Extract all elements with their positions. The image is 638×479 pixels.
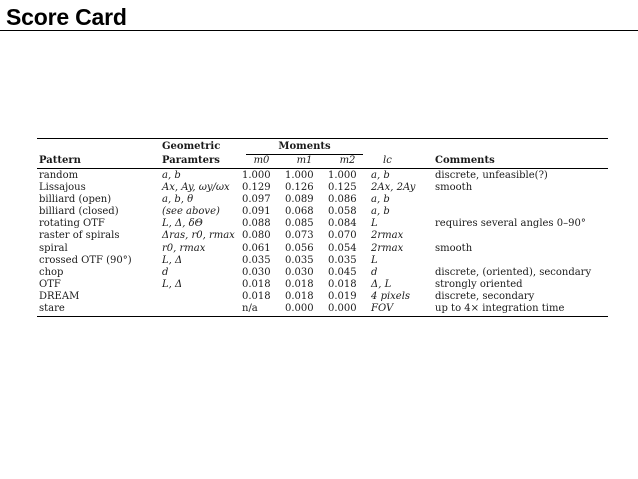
cell-parameters: L, Δ bbox=[162, 254, 183, 266]
header-m2 bbox=[326, 155, 369, 169]
cell-pattern: stare bbox=[39, 303, 65, 315]
cell-lc: FOV bbox=[371, 303, 394, 315]
cell-parameters: a, b, θ bbox=[162, 194, 194, 206]
cell-m2: 1.000 bbox=[328, 170, 357, 181]
cell-lc: L bbox=[371, 254, 378, 266]
table-row bbox=[37, 194, 608, 206]
table-row bbox=[37, 218, 608, 230]
cell-m0: 0.030 bbox=[242, 266, 271, 278]
cell-pattern: raster of spirals bbox=[39, 230, 120, 242]
table-body bbox=[37, 169, 608, 316]
cell-m1: 0.126 bbox=[285, 182, 314, 194]
cell-m2: 0.018 bbox=[328, 278, 357, 290]
header-pattern: Pattern bbox=[39, 155, 81, 166]
header-moments-group bbox=[240, 139, 369, 155]
cell-m1: 0.035 bbox=[285, 254, 314, 266]
cell-m2: 0.086 bbox=[328, 194, 357, 206]
cell-lc: L bbox=[371, 218, 378, 230]
cell-parameters: Ax, Ay, ωy/ωx bbox=[162, 182, 230, 194]
cell-m0: 0.129 bbox=[242, 182, 271, 194]
header-m1 bbox=[283, 155, 326, 169]
table-row bbox=[37, 230, 608, 242]
cell-parameters: a, b bbox=[162, 170, 181, 181]
cell-m0: n/a bbox=[242, 303, 258, 315]
header-comments: Comments bbox=[435, 155, 495, 166]
cell-m1: 0.030 bbox=[285, 266, 314, 278]
cell-comments: requires several angles 0–90° bbox=[435, 218, 586, 230]
cell-parameters bbox=[160, 291, 240, 303]
cell-comments: discrete, unfeasible(?) bbox=[435, 170, 548, 181]
cell-m0: 0.061 bbox=[242, 242, 271, 254]
cell-pattern: billiard (open) bbox=[39, 194, 112, 206]
table-row bbox=[37, 291, 608, 303]
cell-lc: d bbox=[371, 266, 378, 278]
header-row-1 bbox=[37, 139, 608, 155]
header-m2-text: m2 bbox=[339, 155, 356, 166]
cell-pattern: random bbox=[39, 170, 79, 181]
table-row bbox=[37, 169, 608, 182]
title-rule bbox=[0, 30, 638, 31]
cell-lc: a, b bbox=[371, 170, 390, 181]
header-parameters: Paramters bbox=[162, 155, 220, 166]
header-m1-text: m1 bbox=[296, 155, 313, 166]
cell-m2: 0.058 bbox=[328, 206, 357, 218]
cell-comments bbox=[433, 230, 608, 242]
score-table bbox=[37, 139, 608, 316]
cell-comments bbox=[433, 194, 608, 206]
table-row bbox=[37, 303, 608, 316]
cell-m2: 0.019 bbox=[328, 290, 357, 302]
header-lc bbox=[369, 155, 433, 169]
cell-m1: 0.073 bbox=[285, 230, 314, 242]
header-row-2 bbox=[37, 155, 608, 169]
table-row bbox=[37, 182, 608, 194]
cell-lc: 2rmax bbox=[371, 242, 404, 254]
header-moments: Moments bbox=[246, 141, 363, 155]
header-m0 bbox=[240, 155, 283, 169]
cell-pattern: billiard (closed) bbox=[39, 206, 119, 218]
header-blank-lc bbox=[369, 139, 433, 155]
cell-pattern: crossed OTF (90°) bbox=[39, 254, 132, 266]
table-row bbox=[37, 255, 608, 267]
cell-parameters: r0, rmax bbox=[162, 242, 206, 254]
cell-m1: 0.018 bbox=[285, 278, 314, 290]
cell-comments bbox=[433, 255, 608, 267]
cell-comments: discrete, secondary bbox=[435, 290, 535, 302]
cell-comments: discrete, (oriented), secondary bbox=[435, 266, 592, 278]
cell-pattern: DREAM bbox=[39, 290, 80, 302]
cell-comments: smooth bbox=[435, 182, 473, 194]
cell-m1: 0.018 bbox=[285, 290, 314, 302]
cell-m0: 0.018 bbox=[242, 278, 271, 290]
cell-lc: 4 pixels bbox=[371, 290, 411, 302]
cell-m0: 0.018 bbox=[242, 290, 271, 302]
cell-m1: 0.068 bbox=[285, 206, 314, 218]
cell-pattern: OTF bbox=[39, 278, 61, 290]
cell-pattern: Lissajous bbox=[39, 182, 86, 194]
cell-pattern: chop bbox=[39, 266, 64, 278]
cell-parameters: Δras, r0, rmax bbox=[162, 230, 235, 242]
table-row bbox=[37, 279, 608, 291]
table-row bbox=[37, 206, 608, 218]
table-row bbox=[37, 243, 608, 255]
cell-m0: 1.000 bbox=[242, 170, 271, 181]
cell-lc: 2rmax bbox=[371, 230, 404, 242]
cell-m0: 0.080 bbox=[242, 230, 271, 242]
cell-comments: smooth bbox=[435, 242, 473, 254]
cell-m2: 0.084 bbox=[328, 218, 357, 230]
cell-parameters bbox=[160, 303, 240, 316]
cell-m2: 0.054 bbox=[328, 242, 357, 254]
cell-parameters: L, Δ bbox=[162, 278, 183, 290]
cell-comments bbox=[433, 206, 608, 218]
header-m0-text: m0 bbox=[253, 155, 270, 166]
cell-m1: 0.056 bbox=[285, 242, 314, 254]
cell-m0: 0.088 bbox=[242, 218, 271, 230]
cell-m1: 0.000 bbox=[285, 303, 314, 315]
header-lc-text: lc bbox=[383, 155, 392, 166]
cell-m0: 0.091 bbox=[242, 206, 271, 218]
cell-m1: 0.089 bbox=[285, 194, 314, 206]
cell-lc: a, b bbox=[371, 206, 390, 218]
cell-pattern: rotating OTF bbox=[39, 218, 105, 230]
cell-lc: a, b bbox=[371, 194, 390, 206]
cell-parameters: d bbox=[162, 266, 169, 278]
cell-parameters: (see above) bbox=[162, 206, 220, 218]
cell-m1: 1.000 bbox=[285, 170, 314, 181]
table-row bbox=[37, 267, 608, 279]
cell-m2: 0.070 bbox=[328, 230, 357, 242]
cell-parameters: L, Δ, δΘ bbox=[162, 218, 203, 230]
cell-pattern: spiral bbox=[39, 242, 68, 254]
cell-m2: 0.035 bbox=[328, 254, 357, 266]
cell-m0: 0.097 bbox=[242, 194, 271, 206]
cell-comments: strongly oriented bbox=[435, 278, 523, 290]
header-geometric: Geometric bbox=[162, 141, 221, 152]
cell-lc: 2Ax, 2Ay bbox=[371, 182, 416, 194]
cell-m2: 0.125 bbox=[328, 182, 357, 194]
table-bottom-rule bbox=[37, 316, 608, 317]
cell-m1: 0.085 bbox=[285, 218, 314, 230]
header-blank-comments bbox=[433, 139, 608, 155]
cell-m0: 0.035 bbox=[242, 254, 271, 266]
page-title: Score Card bbox=[6, 4, 127, 30]
score-table-container bbox=[37, 138, 608, 317]
cell-m2: 0.045 bbox=[328, 266, 357, 278]
cell-comments: up to 4× integration time bbox=[435, 303, 565, 315]
cell-lc: Δ, L bbox=[371, 278, 392, 290]
cell-m2: 0.000 bbox=[328, 303, 357, 315]
header-blank-pattern bbox=[37, 139, 160, 155]
